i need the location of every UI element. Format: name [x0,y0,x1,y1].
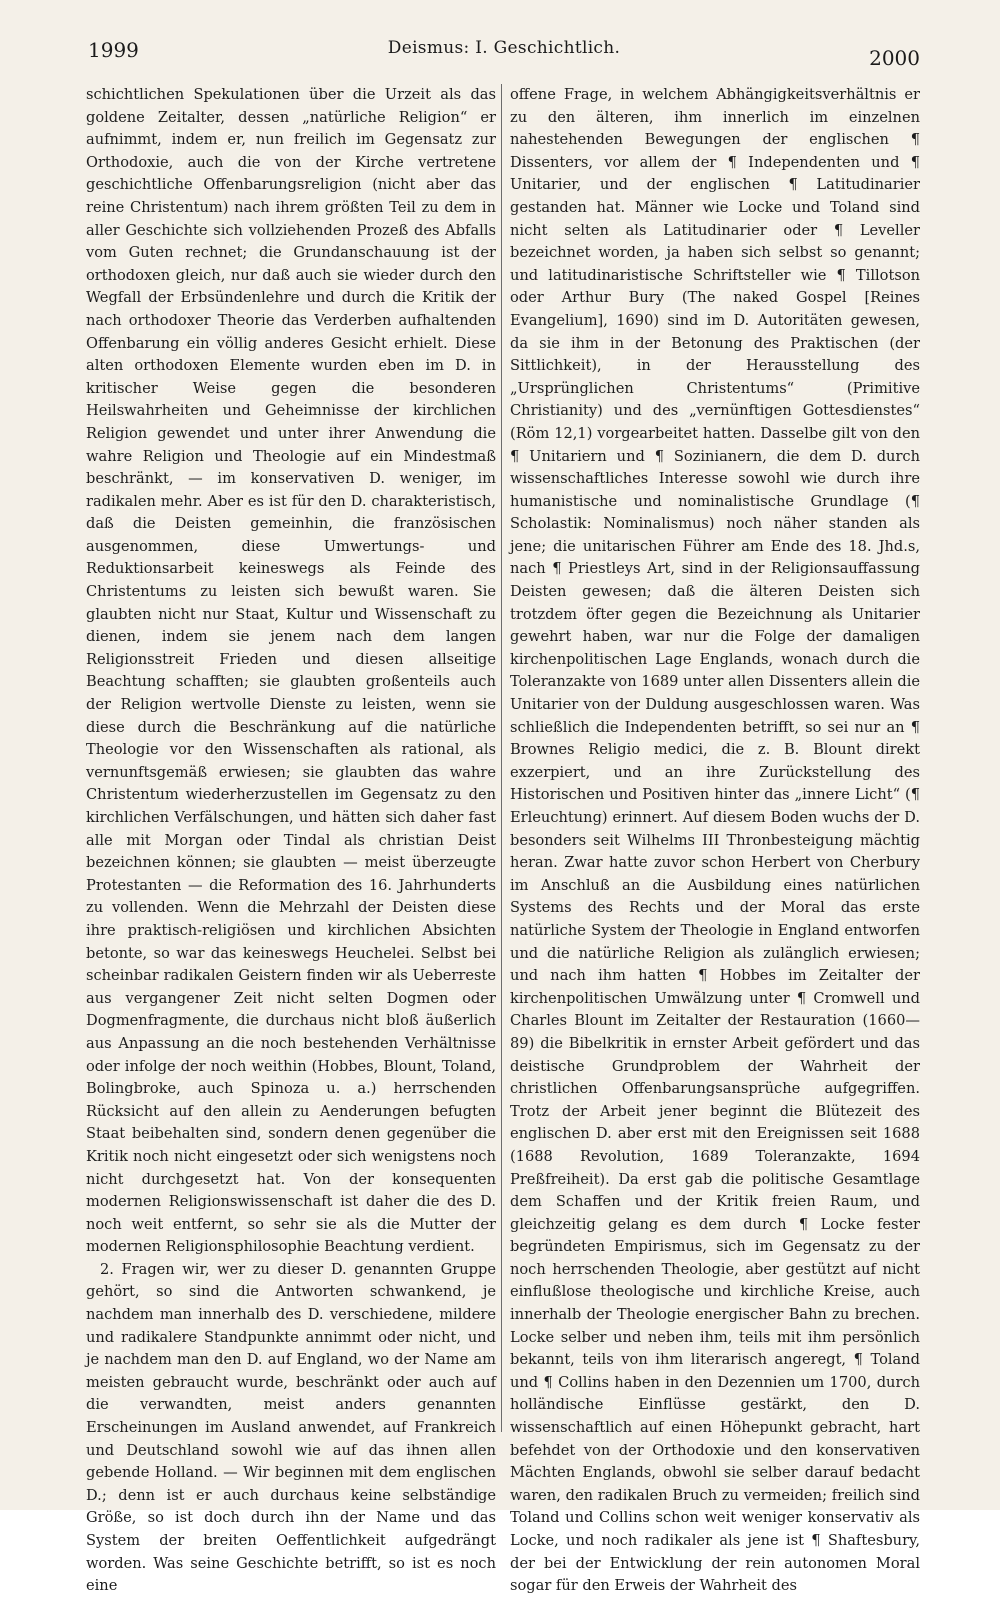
left-paragraph-1: schichtlichen Spekulationen über die Urzeit als das goldene Zeitalter, dessen „natürliche Religion“ er aufnimmt, indem er, nun freilich im Gegensatz zur Orthodoxie, auch die von der Kirche vertretene geschichtliche Offenbarungsreligion (nicht aber das reine Christentum) nach ihrem größten Teil zu dem in aller Geschichte sich vollziehenden Prozeß des Abfalls vom Guten rechnet; die Grundanschauung ist der orthodoxen gleich, nur daß auch sie wieder durch den Wegfall der Erbsündenlehre und durch die Kritik der nach orthodoxer Theorie das Verderben aufhaltenden Offenbarung ein völlig anderes Gesicht erhielt. Diese alten orthodoxen Elemente wurden eben im D. in kritischer Weise gegen die besonderen Heilswahrheiten und Geheimnisse der kirchlichen Religion gewendet und unter ihrer Anwendung die wahre Religion und Theologie auf ein Mindestmaß beschränkt, — im konservativen D. weniger, im radikalen mehr. Aber es ist für den D. charakteristisch, daß die Deisten gemeinhin, die französischen ausgenommen, diese Umwertungs- und Reduktionsarbeit keineswegs als Feinde des Christentums zu leisten sich bewußt waren. Sie glaubten nicht nur Staat, Kultur und Wissenschaft zu dienen, indem sie jenem nach dem langen Religionsstreit Frieden und diesen allseitige Beachtung schafften; sie glaubten großenteils auch der Religion wertvolle Dienste zu leisten, wenn sie diese durch die Beschränkung auf die natürliche Theologie vor den Wissenschaften als rational, als vernunftsgemäß erwiesen; sie glaubten das wahre Christentum wiederherzustellen im Gegensatz zu den kirchlichen Verfälschungen, und hätten sich daher fast alle mit Morgan oder Tindal als christian Deist bezeichnen können; sie glaubten — meist überzeugte Protestanten — die Reformation des 16. Jahrhunderts zu vollenden. Wenn die Mehrzahl der Deisten diese ihre praktisch-religiösen und kirchlichen Absichten betonte, so war das keineswegs Heuchelei. Selbst bei scheinbar radikalen Geistern finden wir als Ueberreste aus vergangener Zeit nicht selten Dogmen oder Dogmenfragmente, die durchaus nicht bloß äußerlich aus Anpassung an die noch bestehenden Verhältnisse oder infolge der noch weithin (Hobbes, Blount, Toland, Bolingbroke, auch Spinoza u. a.) herrschenden Rücksicht auf den allein zu Aenderungen befugten Staat beibehalten sind, sondern denen gegenüber die Kritik noch nicht eingesetzt oder sich wenigstens noch nicht durchgesetzt hat. Von der konsequenten modernen Religionswissenschaft ist daher die des D. noch weit entfernt, so sehr sie als die Mutter der modernen Religionsphilosophie Beachtung verdient. [86,86,496,1256]
running-title: Deismus: I. Geschichtlich. [387,38,621,58]
page-number-right: 2000 [869,46,920,70]
right-column [510,84,920,1595]
left-paragraph-2: 2. Fragen wir, wer zu dieser D. genannten Gruppe gehört, so sind die Antworten schwankend, je nachdem man innerhalb des D. verschiedene, mildere und radikalere Standpunkte annimmt oder nicht, und je nachdem man den D. auf England, wo der Name am meisten gebraucht wurde, beschränkt oder auch auf die verwandten, meist anders genannten Erscheinungen im Ausland anwendet, auf Frankreich und Deutschland sowohl wie auf das ihnen allen gebende Holland. — Wir beginnen mit dem englischen D.; denn ist er auch durchaus keine selbständige Größe, so ist doch durch ihn der Name und das System der breiten Oeffentlichkeit aufgedrängt worden. Was seine Geschichte betrifft, so ist es noch eine [86,1260,496,1595]
column-divider [501,84,502,1432]
page-number-left: 1999 [88,38,139,62]
right-paragraph-1: offene Frage, in welchem Abhängigkeitsverhältnis er zu den älteren, ihm innerlich im einzelnen nahestehenden Bewegungen der englischen ¶ Dissenters, vor allem der ¶ Independenten und ¶ Unitarier, und der englischen ¶ Latitudinarier gestanden hat. Männer wie Locke und Toland sind nicht selten als Latitudinarier oder ¶ Leveller bezeichnet worden, ja haben sich selbst so genannt; und latitudinaristische Schriftsteller wie ¶ Tillotson oder Arthur Bury (The naked Gospel [Reines Evangelium], 1690) sind im D. Autoritäten gewesen, da sie ihm in der Betonung des Praktischen (der Sittlichkeit), in der Herausstellung des „Ursprünglichen Christentums“ (Primitive Christianity) und des „vernünftigen Gottesdienstes“ (Röm 12,1) vorgearbeitet hatten. Dasselbe gilt von den ¶ Unitariern und ¶ Sozinianern, die dem D. durch wissenschaftliches Interesse sowohl wie durch ihre humanistische und nominalistische Grundlage (¶ Scholastik: Nominalismus) noch näher standen als jene; die unitarischen Führer am Ende des 18. Jhd.s, nach ¶ Priestleys Art, sind in der Religionsauffassung Deisten gewesen; daß die älteren Deisten sich trotzdem öfter gegen die Bezeichnung als Unitarier gewehrt haben, war nur die Folge der damaligen kirchenpolitischen Lage Englands, wonach durch die Toleranzakte von 1689 unter allen Dissenters allein die Unitarier von der Duldung ausgeschlossen waren. Was schließlich die Independenten betrifft, so sei nur an ¶ Brownes Religio medici, die z. B. Blount direkt exzerpiert, und an ihre Zurückstellung des Historischen und Positiven hinter das „innere Licht“ (¶ Erleuchtung) erinnert. Auf diesem Boden wuchs der D. besonders seit Wilhelms III Thronbesteigung mächtig heran. Zwar hatte zuvor schon Herbert von Cherbury im Anschluß an die Ausbildung eines natürlichen Systems des Rechts und der Moral das erste natürliche System der Theologie in England entworfen und die natürliche Religion als zulänglich erwiesen; und nach ihm hatten ¶ Hobbes im Zeitalter der kirchenpolitischen Umwälzung unter ¶ Cromwell und Charles Blount im Zeitalter der Restauration (1660—89) die Bibelkritik in ernster Arbeit gefördert und das deistische Grundproblem der Wahrheit der christlichen Offenbarungsansprüche aufgegriffen. Trotz der Arbeit jener beginnt die Blütezeit des englischen D. aber erst mit den Ereignissen seit 1688 (1688 Revolution, 1689 Toleranzakte, 1694 Preßfreiheit). Da erst gab die politische Gesamtlage dem Schaffen und der Kritik freien Raum, und gleichzeitig gelang es dem durch ¶ Locke fester begründeten Empirismus, sich im Gegensatz zu der noch herrschenden Theologie, aber gestützt auf nicht einflußlose theologische und kirchliche Kreise, auch innerhalb der Theologie energischer Bahn zu brechen. Locke selber und neben ihm, teils mit ihm persönlich bekannt, teils von ihm literarisch angeregt, ¶ Toland und ¶ Collins haben in den Dezennien um 1700, durch holländische Einflüsse gestärkt, den D. wissenschaftlich auf einen Höhepunkt gebracht, hart befehdet von der Orthodoxie und den konservativen Mächten Englands, obwohl sie selber darauf bedacht waren, den radikalen Bruch zu vermeiden; freilich sind Toland und Collins schon weit weniger konservativ als Locke, und noch radikaler als jene ist ¶ Shaftesbury, der bei der Entwicklung der rein autonomen Moral sogar für den Erweis der Wahrheit des [510,86,920,1595]
left-column [86,84,496,1595]
page-header [88,32,920,72]
